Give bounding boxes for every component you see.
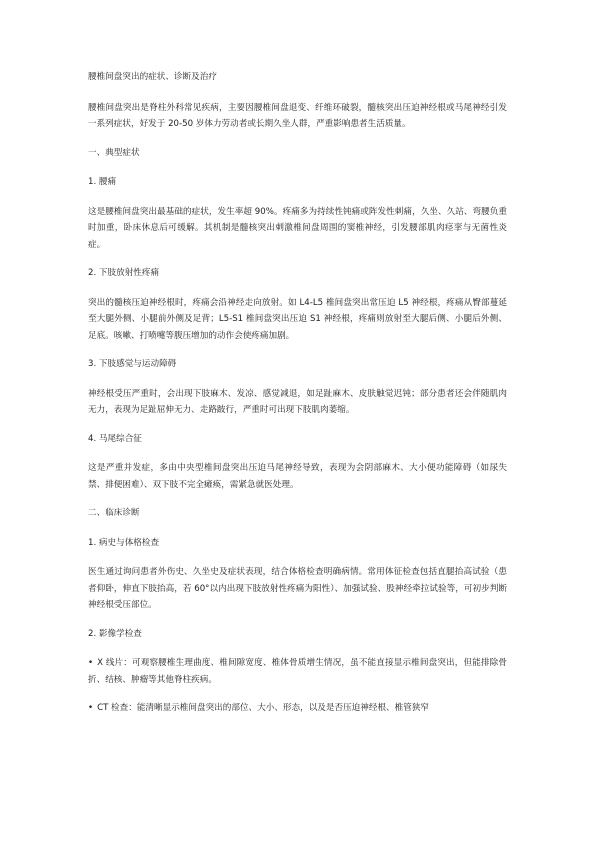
subheading-low-back-pain: 1. 腰痛: [88, 177, 117, 187]
bullet-marker: •: [88, 658, 94, 668]
paragraph-sensory-motor: 神经根受压严重时，会出现下肢麻木、发凉、感觉减退，如足趾麻木、皮肤触觉迟钝；部分患者还会伴随肌肉无力，表现为足趾屈伸无力、走路跛行，严重时可出现下肢肌肉萎缩。: [88, 388, 507, 415]
intro-paragraph: 腰椎间盘突出是脊柱外科常见疾病，主要因腰椎间盘退变、纤维环破裂，髓核突出压迫神经根或马尾神经引发一系列症状，好发于 20-50 岁体力劳动者或长期久坐人群，严重影响患者生活质量。: [88, 102, 507, 129]
subheading-imaging: 2. 影像学检查: [88, 628, 142, 639]
paragraph-radiating-pain: 突出的髓核压迫神经根时，疼痛会沿神经走向放射。如 L4-L5 椎间盘突出常压迫 L5 神经根，疼痛从臀部蔓延至大腿外侧、小腿前外侧及足背；L5-S1 椎间盘突出压迫 S1 神经根，疼痛则放射至大腿后侧、小腿后外侧、足底。咳嗽、打喷嚏等腹压增加的动作会使疼痛加剧。: [88, 297, 507, 341]
subheading-cauda-equina: 4. 马尾综合征: [88, 433, 142, 444]
section-heading-diagnosis: 二、临床诊断: [88, 508, 140, 518]
section-heading-symptoms: 一、典型症状: [88, 147, 140, 158]
bullet-xray: [88, 655, 507, 688]
document-title: 腰椎间盘突出的症状、诊断及治疗: [88, 72, 217, 82]
subheading-sensory-motor: 3. 下肢感觉与运动障碍: [88, 359, 177, 369]
subheading-history-exam: 1. 病史与体格检查: [88, 537, 160, 548]
bullet-ct: [88, 700, 507, 717]
subheading-radiating-pain: 2. 下肢放射性疼痛: [88, 268, 160, 278]
paragraph-history-exam: 医生通过询问患者外伤史、久坐史及症状表现，结合体格检查明确病情。常用体征检查包括直腿抬高试验（患者仰卧，伸直下肢抬高，若 60°以内出现下肢放射性疼痛为阳性）、加强试验、股神经牵拉试验等，可初步判断神经根受压部位。: [88, 567, 507, 610]
paragraph-cauda-equina: 这是严重并发症，多由中央型椎间盘突出压迫马尾神经导致，表现为会阴部麻木、大小便功能障碍（如尿失禁、排便困难）、双下肢不完全瘫痪，需紧急就医处理。: [88, 463, 507, 490]
bullet-ct-text: CT 检查：能清晰显示椎间盘突出的部位、大小、形态，以及是否压迫神经根、椎管狭窄: [97, 703, 430, 713]
bullet-xray-text: X 线片：可观察腰椎生理曲度、椎间隙宽度、椎体骨质增生情况，虽不能直接显示椎间盘突出，但能排除骨折、结核、肿瘤等其他脊柱疾病。: [88, 658, 507, 685]
paragraph-low-back-pain: 这是腰椎间盘突出最基础的症状，发生率超 90%。疼痛多为持续性钝痛或阵发性刺痛，久坐、久站、弯腰负重时加重，卧床休息后可缓解。其机制是髓核突出刺激椎间盘周围的窦椎神经，引发腰部肌肉痉挛与无菌性炎症。: [88, 206, 507, 250]
bullet-marker: •: [88, 703, 94, 713]
